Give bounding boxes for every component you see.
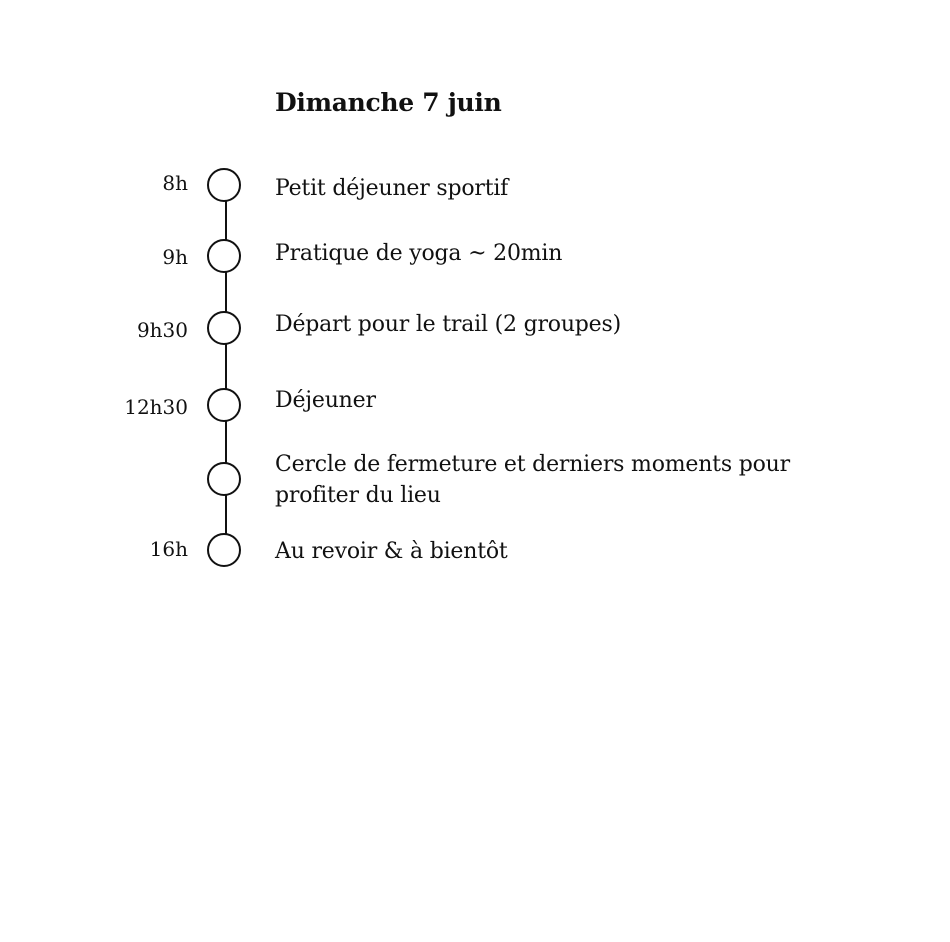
circle-icon xyxy=(207,311,241,345)
timeline-time: 9h xyxy=(162,245,188,269)
page-title: Dimanche 7 juin xyxy=(275,88,502,117)
timeline-time: 9h30 xyxy=(136,318,188,342)
timeline-time: 16h xyxy=(149,537,188,561)
timeline-event: Départ pour le trail (2 groupes) xyxy=(275,312,621,337)
circle-icon xyxy=(207,388,241,422)
circle-icon xyxy=(207,462,241,496)
timeline-time: 8h xyxy=(162,171,188,195)
timeline-event: Pratique de yoga ~ 20min xyxy=(275,241,563,266)
circle-icon xyxy=(207,533,241,567)
timeline-event: Déjeuner xyxy=(275,388,376,413)
timeline-event: Petit déjeuner sportif xyxy=(275,176,509,201)
circle-icon xyxy=(207,168,241,202)
timeline-event: Cercle de fermeture et derniers moments pour profiter du lieu xyxy=(275,452,790,508)
circle-icon xyxy=(207,239,241,273)
timeline-event: Au revoir & à bientôt xyxy=(275,539,508,564)
timeline-time: 12h30 xyxy=(124,395,188,419)
